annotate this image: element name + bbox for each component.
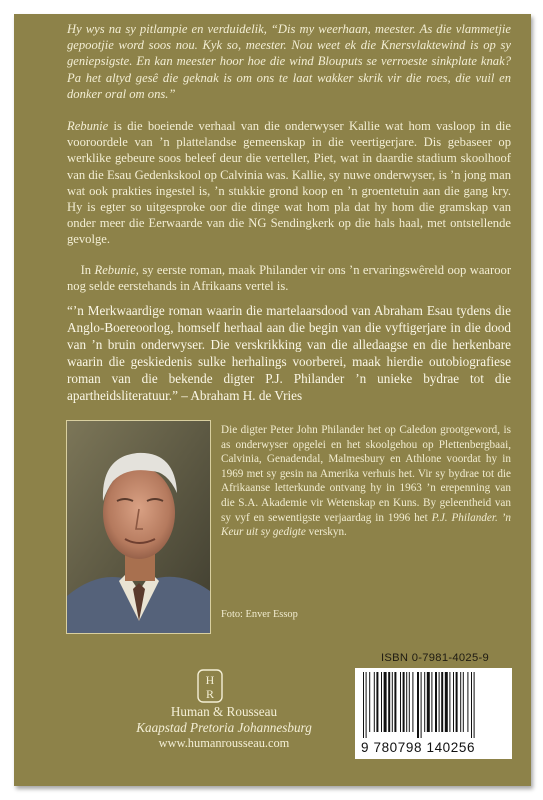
barcode-bar bbox=[467, 672, 468, 732]
barcode-bar bbox=[441, 672, 443, 732]
barcode-bar bbox=[409, 672, 410, 732]
barcode-bar bbox=[463, 672, 464, 732]
barcode-bar bbox=[471, 672, 472, 738]
svg-text:R: R bbox=[205, 687, 215, 701]
barcode-bar bbox=[412, 672, 413, 732]
barcode bbox=[355, 668, 512, 759]
barcode-bar bbox=[392, 672, 393, 732]
bio-end: verskyn. bbox=[305, 526, 347, 539]
barcode-bar bbox=[403, 672, 405, 732]
barcode-bar bbox=[449, 672, 450, 732]
review-quote: “’n Merkwaardige roman waarin die martelaarsdood van Abraham Esau tydens die Anglo-Boereoorlog, homself herhaal aan die begin van die vyftigerjare in die dood van ’n bruin onderwyser. Die verskrikking van die alledaagse en die herkenbare waarin die geskiedenis sulke herhalings voorberei, maak hierdie outobiografiese roman van die bekende digter P.J. Philander ’n unieke bydrae tot die apartheidsliteratuur.” – Abraham H. de Vries bbox=[67, 303, 511, 403]
debut-text: , sy eerste roman, maak Philander vir ons ’n ervaringswêreld oop waaroor nog selde eerstehands in Afrikaans vertel is. bbox=[67, 263, 512, 294]
bio-text: Die digter Peter John Philander het op Caledon grootgeword, is as onderwyser opgelei en het skoolgehou op Plettenbergbaai, Calvinia, Genadendal, Malmesbury en Athlone voordat hy in 1969 met sy gesin na Amerika verhuis het. Vir sy bydrae tot die Afrikaanse letterkunde ontvang hy in 1963 ’n erepenning van die S.A. Akademie vir Wetenskap en Kuns. By geleentheid van sy vyf en sewentigste verjaardag in 1996 het bbox=[221, 424, 511, 524]
svg-text:H: H bbox=[205, 673, 215, 687]
barcode-bar bbox=[366, 672, 367, 738]
book-title-2: Rebunie bbox=[94, 263, 136, 277]
barcode-bar bbox=[453, 672, 454, 732]
debut-paragraph bbox=[67, 262, 511, 294]
barcode-bar bbox=[474, 672, 475, 738]
barcode-bar bbox=[435, 672, 437, 732]
barcode-bar bbox=[424, 672, 425, 732]
barcode-bar bbox=[394, 672, 396, 732]
author-portrait-image bbox=[67, 421, 210, 633]
barcode-bar bbox=[417, 672, 419, 738]
barcode-digits: 9 780798 140256 bbox=[361, 740, 476, 755]
summary-text: is die boeiende verhaal van die onderwyser Kallie wat hom vasloop in die vooroordele van ’n plattelandse gemeenskap in die veertigerjare. Dis gebaseer op werklike gebeure soos beleef deur die verteller, Piet, wat in daardie stadium skoolhoof van die Esau Gedenkskool op Calvinia was. Kallie, sy nuwe onderwyser, is ’n jong man wat ook prakties ingestel is, ’n stukkie grond koop en ’n groentetuin aan die gang kry. Hy is egter so uitgesproke oor die dinge wat hom pla dat hy hom die gramskap van onder meer die Eerwaarde van die NG Sendingkerk op die hals haal, met ontstellende gevolge. bbox=[67, 119, 511, 247]
barcode-bar bbox=[376, 672, 378, 732]
publisher-cities: Kaapstad Pretoria Johannesburg bbox=[136, 720, 312, 735]
barcode-bar bbox=[363, 672, 364, 738]
author-bio bbox=[221, 423, 511, 540]
barcode-bar bbox=[369, 672, 370, 732]
photo-credit: Foto: Enver Essop bbox=[221, 609, 298, 620]
barcode-bar bbox=[456, 672, 458, 732]
barcode-bar bbox=[406, 672, 407, 732]
publisher-name: Human & Rousseau bbox=[170, 704, 278, 719]
bio-book-title: P.J. Philander. ’n Keur uit sy gedigte bbox=[221, 511, 511, 539]
barcode-bars bbox=[361, 672, 506, 738]
barcode-bar bbox=[400, 672, 401, 732]
publisher-website: www.humanrousseau.com bbox=[158, 736, 290, 750]
debut-prefix: In bbox=[80, 263, 95, 277]
summary-paragraph bbox=[67, 118, 511, 248]
barcode-bar bbox=[384, 672, 387, 732]
barcode-bar bbox=[427, 672, 430, 732]
publisher-logo-icon bbox=[197, 669, 223, 703]
isbn-label: ISBN 0-7981-4025-9 bbox=[381, 652, 490, 664]
barcode-bar bbox=[431, 672, 432, 732]
barcode-bar bbox=[374, 672, 375, 732]
book-title: Rebunie bbox=[67, 119, 109, 133]
intro-excerpt: Hy wys na sy pitlampie en verduidelik, “Dis my weerhaan, meester. As die vlammetjie gepootjie word soos nou. Kyk so, meester. Nou weet ek die Knersvlaktewind is op sy geniepsigste. En kan meester hoor hoe die wind Blouputs se verroeste sinkplate knak? Pa het altyd gesê die geknak is om ons te laat wakker skrik vir die roes, die vuil en donker oral om ons.” bbox=[67, 22, 511, 101]
barcode-bar bbox=[445, 672, 448, 732]
barcode-bar bbox=[439, 672, 440, 732]
barcode-bar bbox=[460, 672, 461, 732]
barcode-bar bbox=[388, 672, 390, 732]
author-photo bbox=[66, 420, 211, 634]
back-cover bbox=[14, 14, 531, 786]
barcode-bar bbox=[381, 672, 382, 732]
barcode-bar bbox=[421, 672, 422, 738]
